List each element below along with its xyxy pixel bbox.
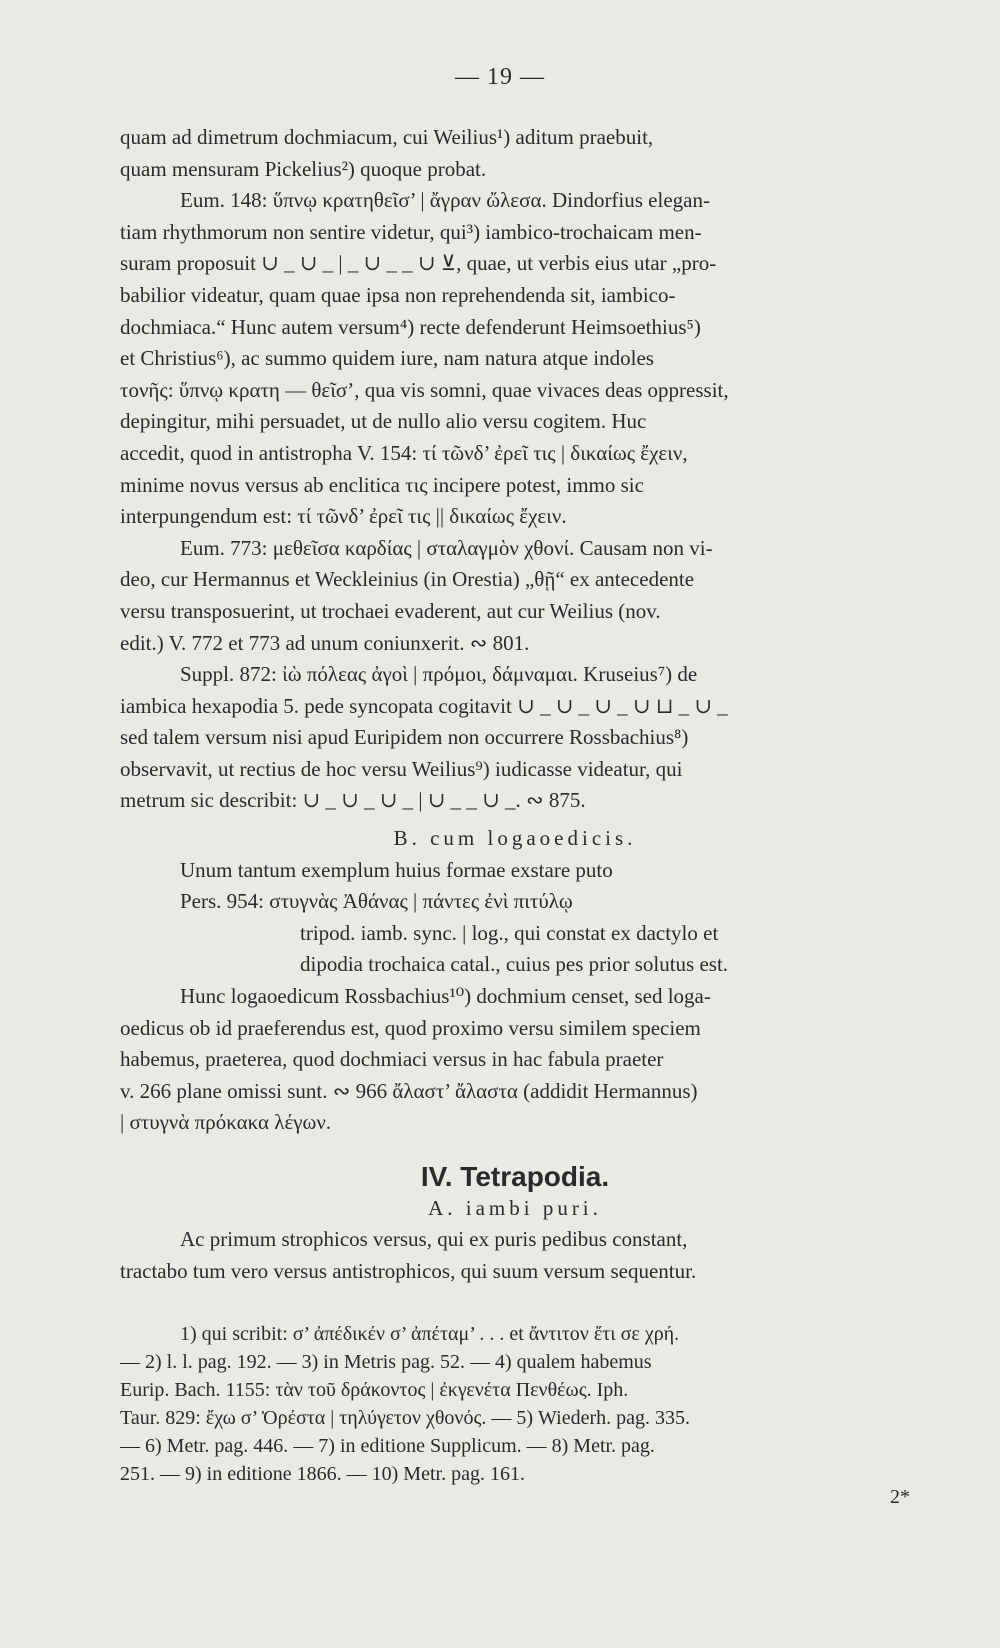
footnote-line: — 6) Metr. pag. 446. — 7) in editione Supplicum. — 8) Metr. pag. xyxy=(120,1435,655,1457)
text-line: dochmiaca.“ Hunc autem versum⁴) recte defenderunt Heimsoethius⁵) xyxy=(120,314,701,339)
text-line: sed talem versum nisi apud Euripidem non occurrere Rossbachius⁸) xyxy=(120,725,689,750)
text-line: oedicus ob id praeferendus est, quod proximo versu similem speciem xyxy=(120,1015,701,1040)
footnote-line: 1) qui scribit: σ’ ἀπέδικέν σ’ ἀπέταμ’ . . . et ἄντιτον ἔτι σε χρή. xyxy=(180,1323,680,1345)
text-line: accedit, quod in antistropha V. 154: τί τῶνδ’ ἐρεῖ τις | δικαίως ἔχειν, xyxy=(120,440,688,465)
text-line: | στυγνὰ πρόκακα λέγων. xyxy=(120,1110,332,1135)
footnote-line: 251. — 9) in editione 1866. — 10) Metr. pag. 161. xyxy=(120,1463,525,1485)
text-line: metrum sic describit: ∪ _ ∪ _ ∪ _ | ∪ _ _ ∪ _. ∾ 875. xyxy=(120,788,586,813)
footnotes xyxy=(120,1320,910,1488)
text-line: quam mensuram Pickelius²) quoque probat. xyxy=(120,156,487,181)
text-line: tractabo tum vero versus antistrophicos, qui suum versum sequentur. xyxy=(120,1258,697,1283)
footnote-line: — 2) l. l. pag. 192. — 3) in Metris pag. 52. — 4) qualem habemus xyxy=(120,1351,652,1373)
text-line: habemus, praeterea, quod dochmiaci versus in hac fabula praeter xyxy=(120,1047,664,1072)
main-text xyxy=(120,122,910,1287)
text-line: τονῆς: ὕπνῳ κρατη — θεῖσ’, qua vis somni, quae vivaces deas oppressit, xyxy=(120,377,729,402)
text-line: Suppl. 872: ἰὼ πόλεας ἀγοὶ | πρόμοι, δάμναμαι. Kruseius⁷) de xyxy=(180,662,698,687)
text-line: v. 266 plane omissi sunt. ∾ 966 ἄλαστ’ ἄλαστα (addidit Hermannus) xyxy=(120,1078,698,1103)
subheading-a: A. iambi puri. xyxy=(428,1195,602,1220)
text-line: suram proposuit ∪ _ ∪ _ | _ ∪ _ _ ∪ ⊻, quae, ut verbis eius utar „pro- xyxy=(120,251,717,276)
text-line: minime novus versus ab enclitica τις incipere potest, immo sic xyxy=(120,472,644,497)
text-line: depingitur, mihi persuadet, ut de nullo alio versu cogitem. Huc xyxy=(120,409,647,434)
text-line: Hunc logaoedicum Rossbachius¹⁰) dochmium censet, sed loga- xyxy=(180,984,711,1009)
signature-mark: 2* xyxy=(890,1486,910,1508)
text-line: dipodia trochaica catal., cuius pes prior solutus est. xyxy=(300,952,729,977)
text-line: babilior videatur, quam quae ipsa non reprehendenda sit, iambico- xyxy=(120,282,676,307)
subheading-b: B. cum logaoedicis. xyxy=(393,826,637,851)
text-line: versu transposuerint, ut trochaei evaderent, aut cur Weilius (nov. xyxy=(120,598,661,623)
text-line: tiam rhythmorum non sentire videtur, qui³) iambico-trochaicam men- xyxy=(120,219,702,244)
text-line: tripod. iamb. sync. | log., qui constat ex dactylo et xyxy=(300,920,719,945)
page-number: — 19 — xyxy=(455,64,545,90)
text-line: Eum. 773: μεθεῖσα καρδίας | σταλαγμὸν χθονί. Causam non vi- xyxy=(180,535,713,560)
text-line: et Christius⁶), ac summo quidem iure, nam natura atque indoles xyxy=(120,346,654,371)
footnote-line: Taur. 829: ἔχω σ’ Ὀρέστα | τηλύγετον χθονός. — 5) Wiederh. pag. 335. xyxy=(120,1407,690,1429)
section-heading: IV. Tetrapodia. xyxy=(420,1161,610,1192)
text-line: iambica hexapodia 5. pede syncopata cogitavit ∪ _ ∪ _ ∪ _ ∪ ⊔ _ ∪ _ xyxy=(120,693,728,718)
text-line: observavit, ut rectius de hoc versu Weilius⁹) iudicasse videatur, qui xyxy=(120,756,683,781)
text-line: interpungendum est: τί τῶνδ’ ἐρεῖ τις || δικαίως ἔχειν. xyxy=(120,504,567,529)
text-line: Eum. 148: ὕπνῳ κρατηθεῖσ’ | ἄγραν ὤλεσα. Dindorfius elegan- xyxy=(180,188,710,213)
text-line: quam ad dimetrum dochmiacum, cui Weilius¹) aditum praebuit, xyxy=(120,125,654,149)
text-line: Pers. 954: στυγνὰς Ἀθάνας | πάντες ἐνὶ πιτύλῳ xyxy=(180,889,573,914)
text-line: Unum tantum exemplum huius formae exstare puto xyxy=(180,857,613,882)
text-line: deo, cur Hermannus et Weckleinius (in Orestia) „θῇ“ ex antecedente xyxy=(120,567,695,592)
footnote-line: Eurip. Bach. 1155: τὰν τοῦ δράκοντος | ἐκγενέτα Πενθέως. Iph. xyxy=(120,1379,629,1401)
text-line: edit.) V. 772 et 773 ad unum coniunxerit. ∾ 801. xyxy=(120,630,530,655)
text-line: Ac primum strophicos versus, qui ex puris pedibus constant, xyxy=(180,1227,688,1252)
